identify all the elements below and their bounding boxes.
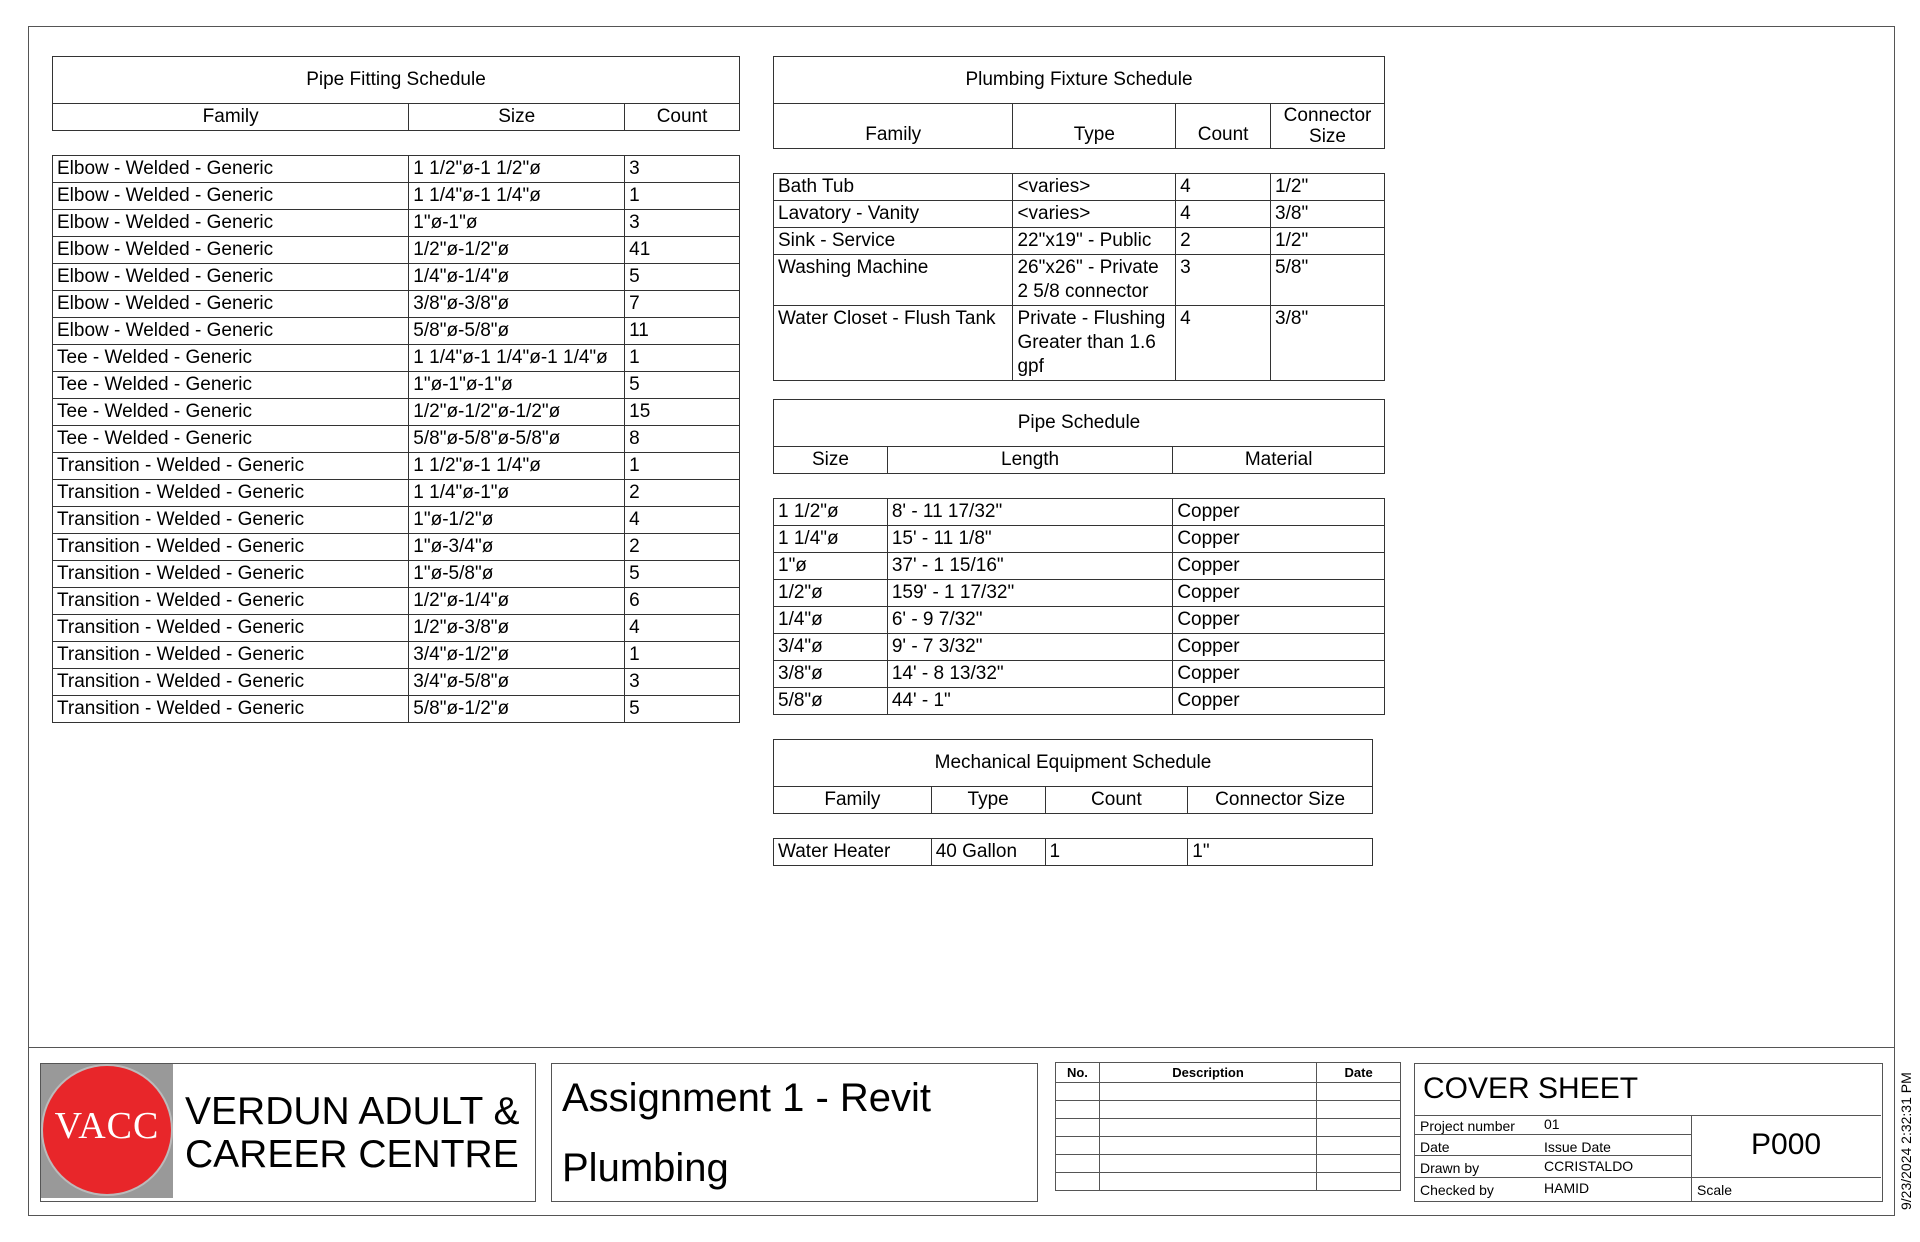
table-cell: 2	[625, 480, 740, 507]
table-cell: Water Closet - Flush Tank	[774, 306, 1013, 381]
table-cell: 1 1/4"ø	[774, 526, 888, 553]
table-row	[53, 237, 740, 264]
table-cell: Transition - Welded - Generic	[53, 696, 409, 723]
table-cell: Transition - Welded - Generic	[53, 480, 409, 507]
table-row	[774, 526, 1385, 553]
table-cell: 14' - 8 13/32"	[887, 661, 1172, 688]
table-cell: 4	[1176, 306, 1271, 381]
table-cell: Bath Tub	[774, 174, 1013, 201]
table-cell: 1/2"ø-1/4"ø	[409, 588, 625, 615]
logo-background	[41, 1064, 173, 1198]
table-cell: Copper	[1173, 553, 1385, 580]
table-row	[53, 318, 740, 345]
column-header: Type	[1013, 104, 1176, 149]
table-cell: 1/2"	[1271, 228, 1385, 255]
revision-table	[1055, 1062, 1401, 1191]
table-cell: Copper	[1173, 688, 1385, 715]
table-cell: Transition - Welded - Generic	[53, 561, 409, 588]
school-name: VERDUN ADULT & CAREER CENTRE	[185, 1090, 520, 1176]
table-row	[53, 534, 740, 561]
table-cell: Lavatory - Vanity	[774, 201, 1013, 228]
table-cell: Transition - Welded - Generic	[53, 534, 409, 561]
table-cell: Transition - Welded - Generic	[53, 588, 409, 615]
table-row	[53, 345, 740, 372]
table-cell: 44' - 1"	[887, 688, 1172, 715]
column-header: Type	[931, 787, 1045, 814]
table-cell: Elbow - Welded - Generic	[53, 156, 409, 183]
table-cell: Elbow - Welded - Generic	[53, 183, 409, 210]
table-cell: Elbow - Welded - Generic	[53, 237, 409, 264]
table-row	[774, 553, 1385, 580]
table-row	[53, 507, 740, 534]
table-cell: Tee - Welded - Generic	[53, 372, 409, 399]
table-cell: 1"	[1188, 839, 1373, 866]
table-cell: <varies>	[1013, 201, 1176, 228]
table-row	[774, 306, 1385, 381]
project-name-block	[551, 1063, 1038, 1202]
table-row	[53, 291, 740, 318]
table-cell: 1/2"ø-1/2"ø	[409, 237, 625, 264]
table-cell: Tee - Welded - Generic	[53, 426, 409, 453]
table-cell: Copper	[1173, 499, 1385, 526]
table-cell: 15' - 11 1/8"	[887, 526, 1172, 553]
table-row	[774, 634, 1385, 661]
table-cell: 4	[1176, 201, 1271, 228]
mechanical-equipment-schedule	[773, 739, 1373, 866]
table-cell: 1"ø-3/4"ø	[409, 534, 625, 561]
revision-header-date: Date	[1317, 1063, 1401, 1083]
table-cell: 1 1/4"ø-1"ø	[409, 480, 625, 507]
table-row	[774, 255, 1385, 306]
table-cell: 5	[625, 264, 740, 291]
table-cell: Elbow - Welded - Generic	[53, 318, 409, 345]
table-cell: 1 1/2"ø	[774, 499, 888, 526]
print-timestamp: 9/23/2024 2:32:31 PM	[1898, 1072, 1914, 1210]
table-cell: 5/8"	[1271, 255, 1385, 306]
table-cell: 15	[625, 399, 740, 426]
table-cell: 2	[625, 534, 740, 561]
table-row	[774, 201, 1385, 228]
table-cell: 41	[625, 237, 740, 264]
table-cell: 26"x26" - Private 2 5/8 connector	[1013, 255, 1176, 306]
table-cell: 1 1/4"ø-1 1/4"ø	[409, 183, 625, 210]
table-cell: 2	[1176, 228, 1271, 255]
table-cell: Copper	[1173, 580, 1385, 607]
table-row	[53, 642, 740, 669]
table-cell: 1	[625, 183, 740, 210]
table-cell: 3	[625, 210, 740, 237]
table-cell: 1/2"ø-3/8"ø	[409, 615, 625, 642]
table-cell: 40 Gallon	[931, 839, 1045, 866]
table-cell: 9' - 7 3/32"	[887, 634, 1172, 661]
table-cell: 4	[625, 615, 740, 642]
table-cell: 3/8"ø	[774, 661, 888, 688]
table-cell: Transition - Welded - Generic	[53, 669, 409, 696]
table-cell: Copper	[1173, 661, 1385, 688]
column-header: Family	[774, 104, 1013, 149]
table-cell: 4	[1176, 174, 1271, 201]
table-row	[53, 696, 740, 723]
table-row	[774, 499, 1385, 526]
revision-header-no: No.	[1056, 1063, 1100, 1083]
table-cell: 5/8"ø	[774, 688, 888, 715]
scale-label: Scale	[1697, 1182, 1733, 1198]
table-cell: 3	[625, 156, 740, 183]
project-subtitle: Plumbing	[562, 1146, 729, 1190]
table-row	[774, 688, 1385, 715]
table-cell: 1"ø-5/8"ø	[409, 561, 625, 588]
title-block-divider	[28, 1047, 1895, 1048]
logo: VACC	[54, 1105, 160, 1147]
column-header: Connector Size	[1271, 104, 1385, 149]
table-cell: 1/4"ø-1/4"ø	[409, 264, 625, 291]
table-row	[774, 607, 1385, 634]
table-cell: 1/4"ø	[774, 607, 888, 634]
column-header: Count	[1045, 787, 1188, 814]
sheet-number: P000	[1751, 1128, 1822, 1161]
table-cell: 7	[625, 291, 740, 318]
checked-by: HAMID	[1544, 1180, 1590, 1196]
column-header: Material	[1173, 447, 1385, 474]
table-row	[53, 372, 740, 399]
table-cell: 3/8"	[1271, 306, 1385, 381]
table-cell: 5	[625, 696, 740, 723]
table-cell: 1	[625, 345, 740, 372]
table-cell: 11	[625, 318, 740, 345]
revision-row	[1056, 1083, 1401, 1101]
column-header: Length	[887, 447, 1172, 474]
revision-row	[1056, 1137, 1401, 1155]
table-cell: 3	[625, 669, 740, 696]
column-header: Connector Size	[1188, 787, 1373, 814]
revision-row	[1056, 1155, 1401, 1173]
table-cell: 1"ø-1"ø-1"ø	[409, 372, 625, 399]
sheet-info-block	[1414, 1063, 1883, 1202]
table-cell: 5/8"ø-5/8"ø	[409, 318, 625, 345]
table-row	[53, 669, 740, 696]
table-row	[53, 561, 740, 588]
issue-date: Issue Date	[1544, 1139, 1611, 1155]
table-cell: 5	[625, 561, 740, 588]
table-cell: Copper	[1173, 607, 1385, 634]
table-cell: 1	[625, 642, 740, 669]
table-cell: Tee - Welded - Generic	[53, 345, 409, 372]
project-title: Assignment 1 - Revit	[562, 1076, 932, 1120]
table-cell: Sink - Service	[774, 228, 1013, 255]
table-cell: Elbow - Welded - Generic	[53, 264, 409, 291]
table-cell: Transition - Welded - Generic	[53, 642, 409, 669]
checked-by-label: Checked by	[1420, 1182, 1494, 1198]
revision-row	[1056, 1101, 1401, 1119]
table-row	[774, 661, 1385, 688]
revision-row	[1056, 1173, 1401, 1191]
table-cell: 1/2"ø-1/2"ø-1/2"ø	[409, 399, 625, 426]
table-cell: 3/4"ø	[774, 634, 888, 661]
table-cell: Washing Machine	[774, 255, 1013, 306]
table-cell: 37' - 1 15/16"	[887, 553, 1172, 580]
column-header: Size	[774, 447, 888, 474]
table-row	[53, 615, 740, 642]
plumbing-fixture-schedule	[773, 56, 1385, 381]
table-cell: 8' - 11 17/32"	[887, 499, 1172, 526]
table-cell: 1"ø-1"ø	[409, 210, 625, 237]
table-cell: Elbow - Welded - Generic	[53, 291, 409, 318]
revision-header-description: Description	[1099, 1063, 1316, 1083]
table-row	[53, 183, 740, 210]
drawn-by-label: Drawn by	[1420, 1160, 1480, 1176]
table-cell: Transition - Welded - Generic	[53, 453, 409, 480]
table-cell: 1"ø-1/2"ø	[409, 507, 625, 534]
table-row	[53, 399, 740, 426]
table-row	[53, 426, 740, 453]
column-header: Count	[1176, 104, 1271, 149]
table-cell: <varies>	[1013, 174, 1176, 201]
school-logo-block	[40, 1063, 536, 1202]
table-row	[53, 453, 740, 480]
schedule-title: Pipe Fitting Schedule	[53, 57, 740, 104]
project-number: 01	[1544, 1116, 1560, 1132]
table-cell: Transition - Welded - Generic	[53, 615, 409, 642]
table-row	[53, 588, 740, 615]
table-row	[53, 480, 740, 507]
date-label: Date	[1420, 1139, 1450, 1155]
table-cell: 3/8"ø-3/8"ø	[409, 291, 625, 318]
column-header: Size	[409, 104, 625, 131]
table-cell: 1"ø	[774, 553, 888, 580]
pipe-schedule	[773, 399, 1385, 715]
table-cell: 3/4"ø-5/8"ø	[409, 669, 625, 696]
table-row	[774, 580, 1385, 607]
table-row	[53, 210, 740, 237]
table-cell: 6	[625, 588, 740, 615]
table-cell: 1	[1045, 839, 1188, 866]
table-cell: Elbow - Welded - Generic	[53, 210, 409, 237]
sheet-name: COVER SHEET	[1423, 1072, 1639, 1105]
pipe-fitting-schedule	[52, 56, 740, 723]
table-cell: 1/2"ø	[774, 580, 888, 607]
table-row	[774, 174, 1385, 201]
table-cell: 1 1/2"ø-1 1/2"ø	[409, 156, 625, 183]
table-cell: 159' - 1 17/32"	[887, 580, 1172, 607]
table-cell: 1/2"	[1271, 174, 1385, 201]
table-row	[774, 228, 1385, 255]
table-cell: 5/8"ø-1/2"ø	[409, 696, 625, 723]
table-cell: 1	[625, 453, 740, 480]
revision-row	[1056, 1119, 1401, 1137]
table-cell: Tee - Welded - Generic	[53, 399, 409, 426]
table-cell: 3/8"	[1271, 201, 1385, 228]
table-cell: Copper	[1173, 526, 1385, 553]
schedule-title: Mechanical Equipment Schedule	[774, 740, 1373, 787]
column-header: Family	[53, 104, 409, 131]
table-cell: 8	[625, 426, 740, 453]
column-header: Family	[774, 787, 932, 814]
table-cell: 1 1/4"ø-1 1/4"ø-1 1/4"ø	[409, 345, 625, 372]
table-cell: Transition - Welded - Generic	[53, 507, 409, 534]
table-cell: 6' - 9 7/32"	[887, 607, 1172, 634]
table-row	[774, 839, 1373, 866]
table-cell: 5/8"ø-5/8"ø-5/8"ø	[409, 426, 625, 453]
column-header: Count	[625, 104, 740, 131]
drawn-by: CCRISTALDO	[1544, 1158, 1634, 1174]
table-cell: 22"x19" - Public	[1013, 228, 1176, 255]
table-cell: 1 1/2"ø-1 1/4"ø	[409, 453, 625, 480]
table-cell: Water Heater	[774, 839, 932, 866]
table-cell: 3	[1176, 255, 1271, 306]
table-row	[53, 264, 740, 291]
table-cell: Copper	[1173, 634, 1385, 661]
table-row	[53, 156, 740, 183]
table-cell: 3/4"ø-1/2"ø	[409, 642, 625, 669]
table-cell: Private - Flushing Greater than 1.6 gpf	[1013, 306, 1176, 381]
table-cell: 4	[625, 507, 740, 534]
table-cell: 5	[625, 372, 740, 399]
schedule-title: Pipe Schedule	[774, 400, 1385, 447]
project-number-label: Project number	[1420, 1118, 1515, 1134]
schedule-title: Plumbing Fixture Schedule	[774, 57, 1385, 104]
